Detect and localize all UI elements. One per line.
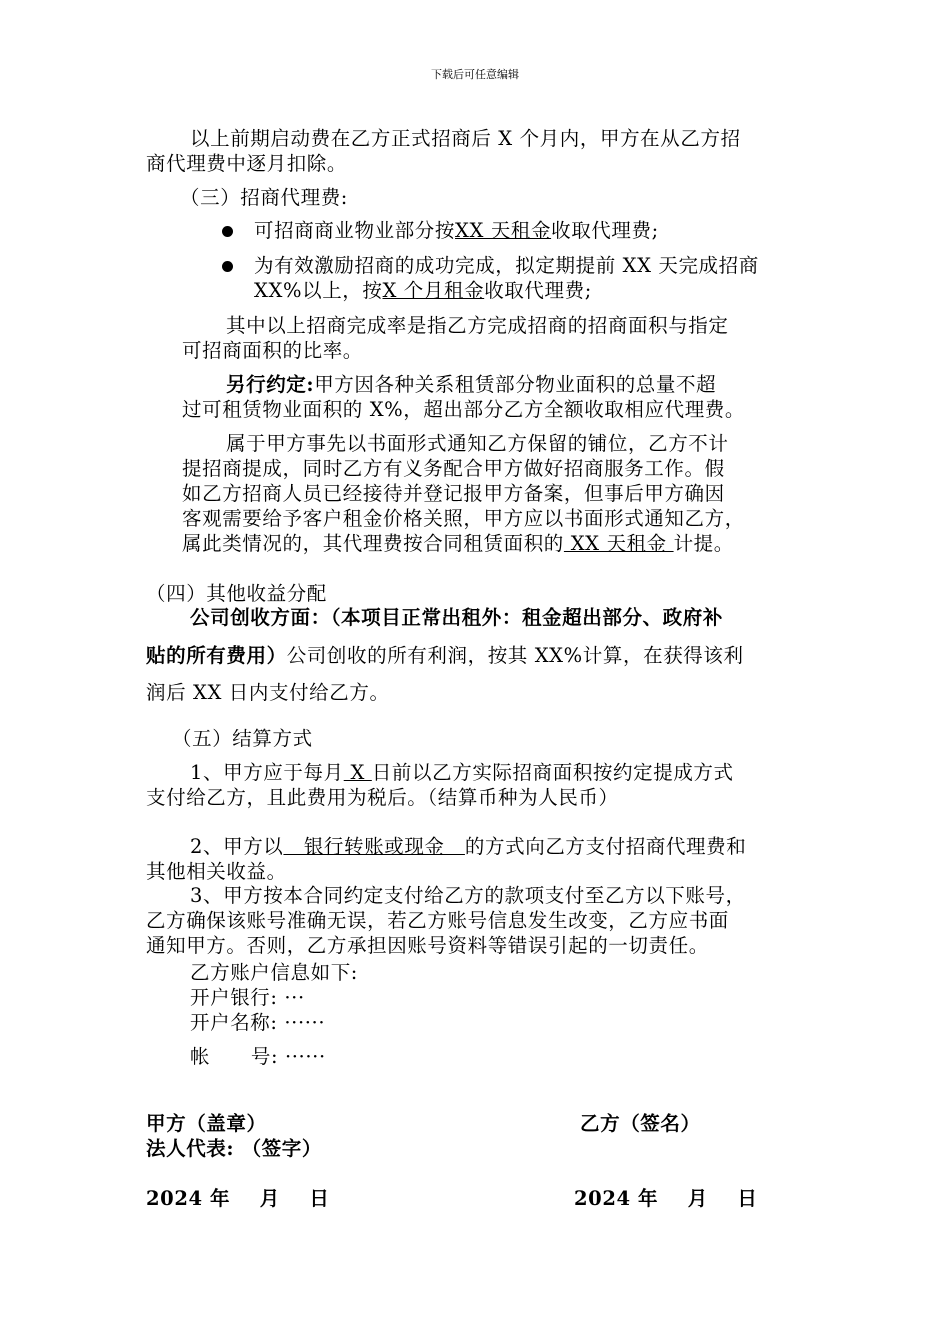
- list-item: 为有效激励招商的成功完成，拟定期提前 XX 天完成招商: [254, 254, 759, 277]
- para-line: 如乙方招商人员已经接待并登记报甲方备案，但事后甲方确因: [182, 482, 725, 505]
- para-line: 其中以上招商完成率是指乙方完成招商的招商面积与指定: [226, 314, 729, 337]
- para-line: 3、甲方按本合同约定支付给乙方的款项支付至乙方以下账号，: [190, 884, 746, 907]
- para-line: 以上前期启动费在乙方正式招商后 X 个月内，甲方在从乙方招: [190, 127, 741, 150]
- date-a: 2024 年 月 日: [146, 1187, 330, 1210]
- para-line: 贴的所有费用）公司创收的所有利润，按其 XX%计算，在获得该利: [146, 644, 744, 667]
- para-line: 通知甲方。否则，乙方承担因账号资料等错误引起的一切责任。: [146, 934, 709, 957]
- bullet-icon: [222, 226, 233, 237]
- legal-rep: 法人代表: （签字）: [146, 1137, 322, 1160]
- party-a-seal: 甲方（盖章）: [146, 1112, 267, 1135]
- bullet-icon: [222, 261, 233, 272]
- para-line: 支付给乙方，且此费用为税后。（结算币种为人民币）: [146, 786, 619, 809]
- account-name: 开户名称: ······: [190, 1011, 326, 1034]
- party-b-sign: 乙方（签名）: [580, 1112, 701, 1135]
- para-line: 其他相关收益。: [146, 860, 287, 883]
- list-item: XX%以上，按X 个月租金收取代理费;: [254, 279, 592, 302]
- para-line: 提招商提成，同时乙方有义务配合甲方做好招商服务工作。假: [182, 457, 725, 480]
- date-b: 2024 年 月 日: [574, 1187, 758, 1210]
- section-title: （三）招商代理费:: [180, 186, 348, 209]
- account-number: 帐 号: ······: [190, 1045, 326, 1068]
- para-line: 2、甲方以 银行转账或现金 的方式向乙方支付招商代理费和: [190, 835, 747, 858]
- para-line: 乙方确保该账号准确无误，若乙方账号信息发生改变，乙方应书面: [146, 909, 729, 932]
- para-line: 润后 XX 日内支付给乙方。: [146, 681, 390, 704]
- account-title: 乙方账户信息如下:: [190, 961, 358, 984]
- section-title: （五）结算方式: [172, 727, 313, 750]
- para-line: 可招商面积的比率。: [182, 339, 363, 362]
- section-title: （四）其他收益分配: [146, 582, 327, 605]
- list-item: 可招商商业物业部分按XX 天租金收取代理费;: [254, 219, 659, 242]
- para-line: 过可租赁物业面积的 X%，超出部分乙方全额收取相应代理费。: [182, 398, 746, 421]
- para-line: 1、甲方应于每月 X 日前以乙方实际招商面积按约定提成方式: [190, 761, 734, 784]
- para-line: 商代理费中逐月扣除。: [146, 152, 348, 175]
- para-line: 公司创收方面：（本项目正常出租外：租金超出部分、政府补: [190, 606, 723, 629]
- para-line: 另行约定:甲方因各种关系租赁部分物业面积的总量不超: [226, 373, 717, 396]
- para-line: 客观需要给予客户租金价格关照，甲方应以书面形式通知乙方，: [182, 507, 745, 530]
- para-line: 属此类情况的，其代理费按合同租赁面积的 XX 天租金 计提。: [182, 532, 734, 555]
- para-line: 属于甲方事先以书面形式通知乙方保留的铺位，乙方不计: [226, 432, 729, 455]
- page-header: 下载后可任意编辑: [431, 68, 519, 81]
- account-bank: 开户银行: ···: [190, 986, 305, 1009]
